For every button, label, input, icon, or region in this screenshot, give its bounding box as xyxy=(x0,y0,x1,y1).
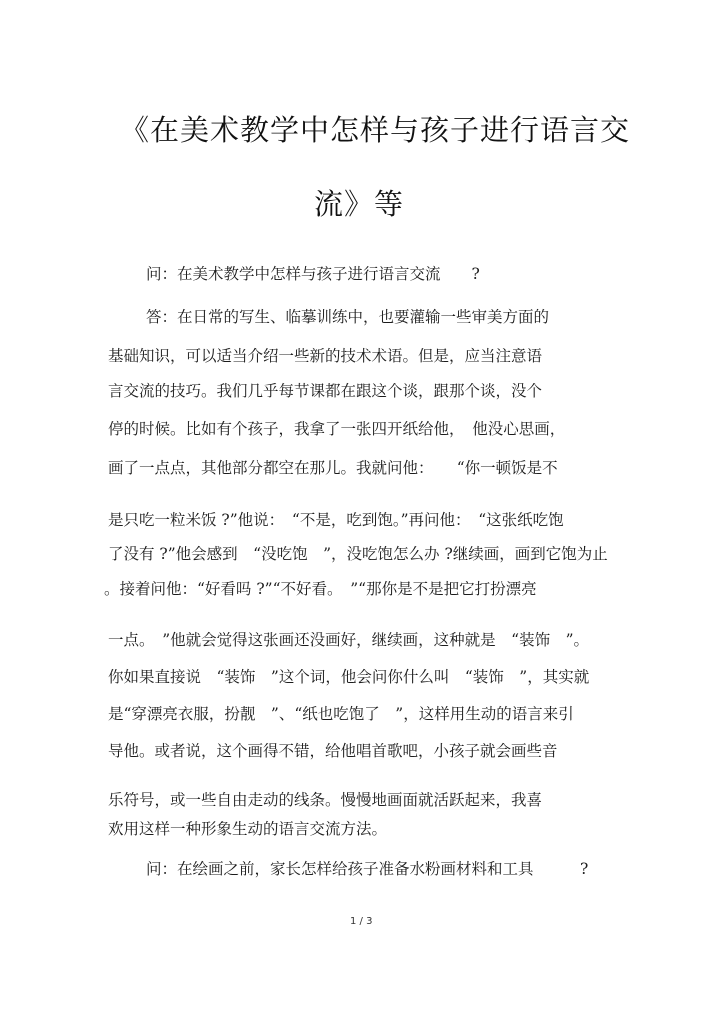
question-2: 问：在绘画之前，家长怎样给孩子准备水粉画材料和工具 ? xyxy=(146,860,589,878)
answer-line: 停的时候。比如有个孩子，我拿了一张四开纸给他， 他没心思画， xyxy=(108,420,566,438)
answer-line: 导他。或者说，这个画得不错，给他唱首歌吧，小孩子就会画些音 xyxy=(108,742,558,760)
page-number: 1 / 3 xyxy=(350,916,373,927)
answer-line: 答：在日常的写生、临摹训练中，也要灌输一些审美方面的 xyxy=(146,308,550,326)
answer-line: 。接着问他：“好看吗 ?”“不好看。 ”“那你是不是把它打扮漂亮 xyxy=(104,580,537,598)
document-title-line-2: 流》等 xyxy=(314,187,405,221)
answer-line: 基础知识，可以适当介绍一些新的技术术语。但是，应当注意语 xyxy=(108,347,543,365)
answer-line: 是“穿漂亮衣服，扮靓 ”、“纸也吃饱了 ”，这样用生动的语言来引 xyxy=(108,705,574,723)
question-1: 问：在美术教学中怎样与孩子进行语言交流 ? xyxy=(146,265,480,283)
answer-line: 欢用这样一种形象生动的语言交流方法。 xyxy=(108,820,388,838)
answer-line: 乐符号，或一些自由走动的线条。慢慢地画面就活跃起来，我喜 xyxy=(108,791,543,809)
answer-line: 是只吃一粒米饭 ?”他说： “不是，吃到饱。”再问他： “这张纸吃饱 xyxy=(108,511,564,529)
document-title-line-1: 《在美术教学中怎样与孩子进行语言交 xyxy=(120,113,631,147)
answer-line: 一点。 ”他就会觉得这张画还没画好，继续画，这种就是 “装饰 ”。 xyxy=(108,631,590,649)
answer-line: 你如果直接说 “装饰 ”这个词，他会问你什么叫 “装饰 ”，其实就 xyxy=(108,668,590,686)
answer-line: 了没有 ?”他会感到 “没吃饱 ”，没吃饱怎么办 ?继续画，画到它饱为止 xyxy=(108,545,608,563)
answer-line: 画了一点点，其他部分都空在那儿。我就问他： “你一顿饭是不 xyxy=(108,459,558,477)
answer-line: 言交流的技巧。我们几乎每节课都在跟这个谈，跟那个谈，没个 xyxy=(108,382,543,400)
